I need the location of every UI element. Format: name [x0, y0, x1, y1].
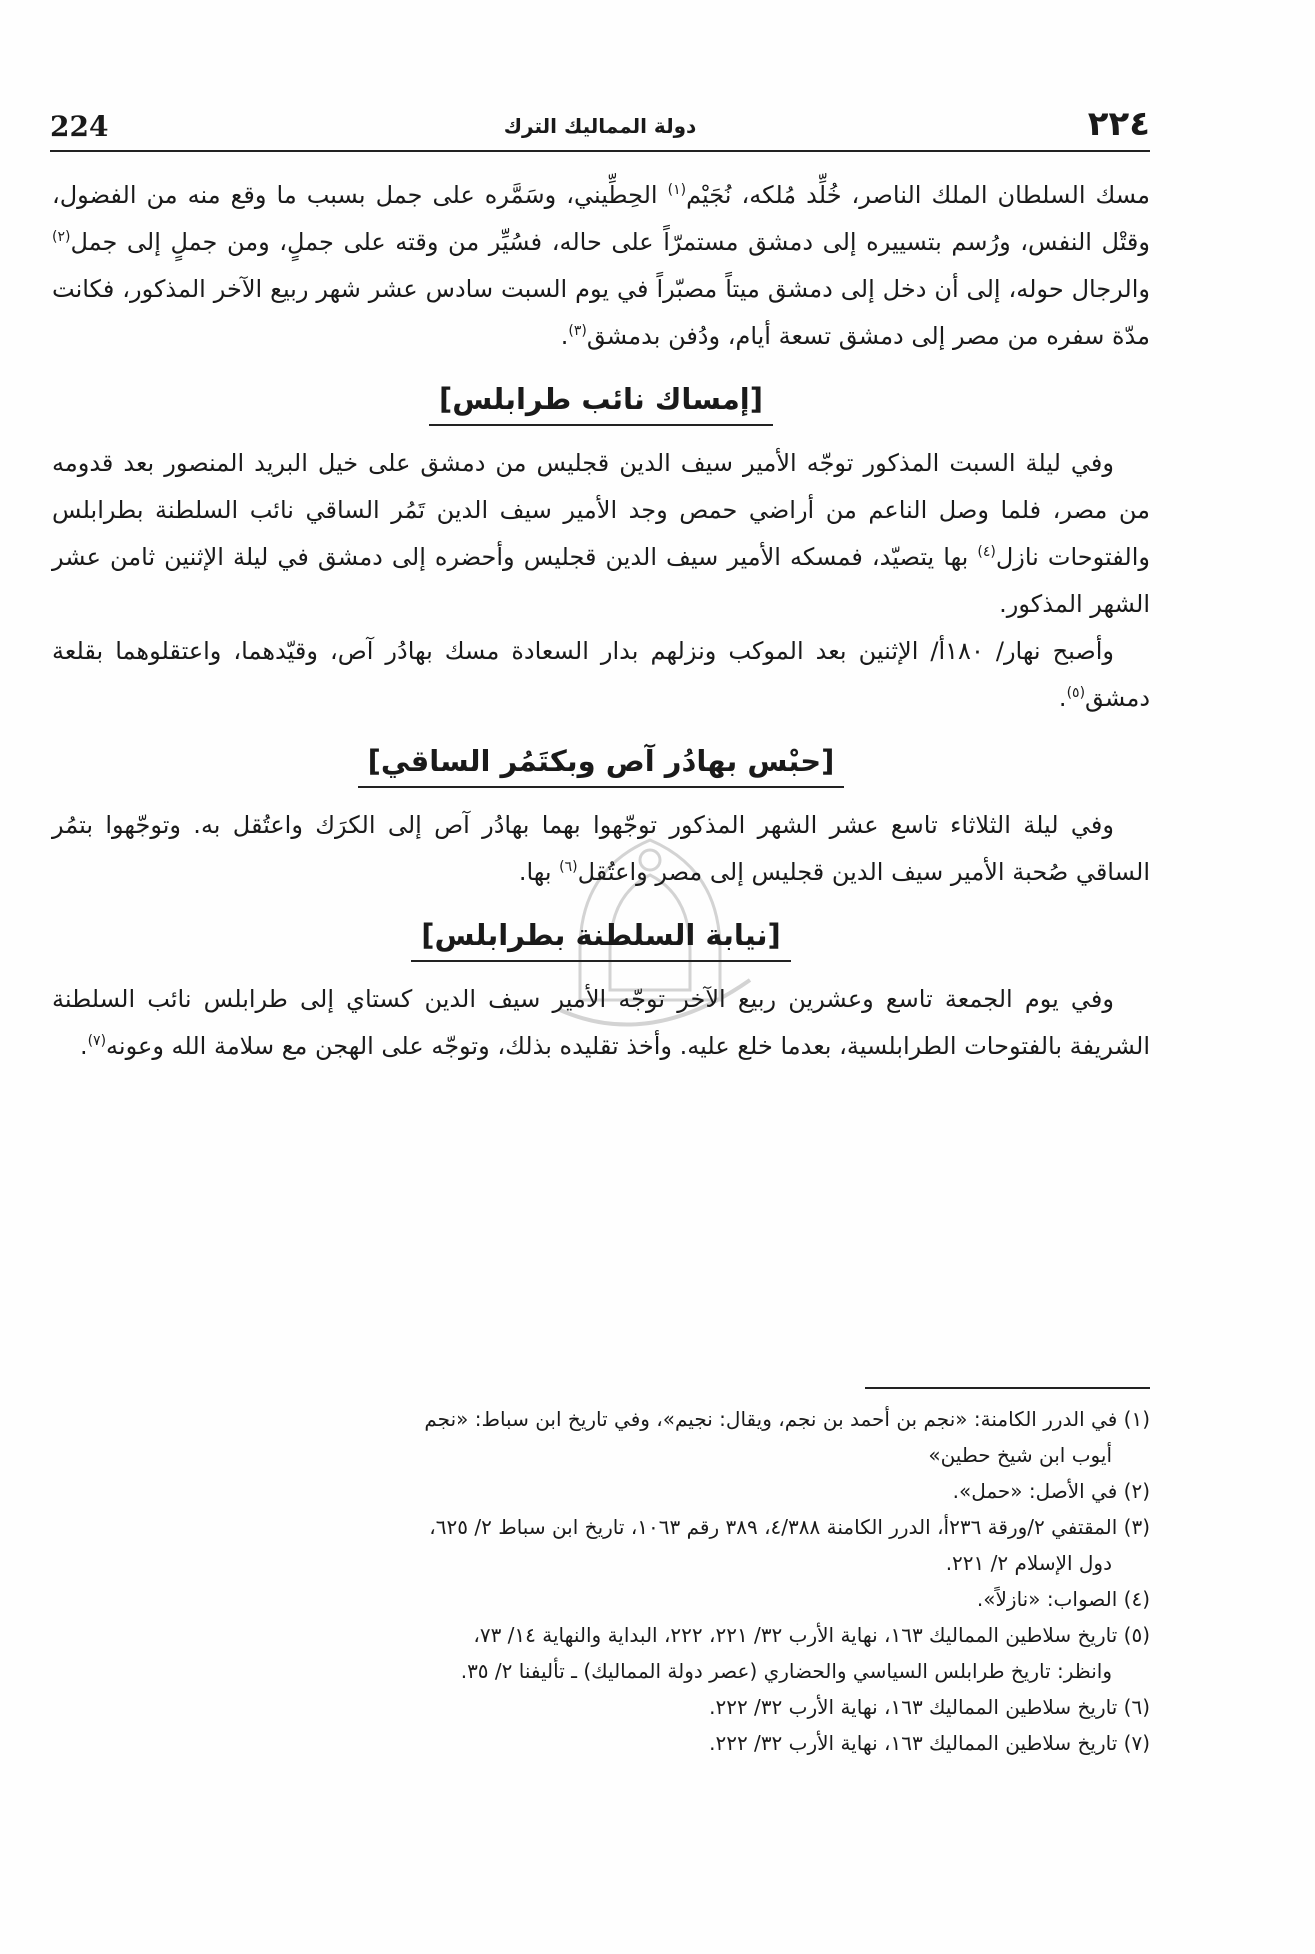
footnote-separator [865, 1387, 1150, 1389]
text-run: وفي يوم الجمعة تاسع وعشرين ربيع الآخر توجّه الأمير سيف الدين كستاي إلى طرابلس نائب السلطنة الشريفة بالفتوحات الطرابلسية، بعدما خلع عليه. وأخذ تقليده بذلك، وتوجّه على الهجن مع سلامة الله وعونه [52, 985, 1150, 1060]
text-run: مسك السلطان الملك الناصر، خُلِّد مُلكه، نُجَيْم [686, 181, 1150, 209]
heading-text: [إمساك نائب طرابلس] [429, 374, 773, 426]
text-run: . [560, 322, 569, 350]
paragraph [52, 976, 1150, 1070]
footnote-ref: (٦) [559, 859, 578, 875]
paragraph [52, 628, 1150, 722]
footnote-ref: (٥) [1066, 685, 1086, 701]
footnote: (٥) تاريخ سلاطين المماليك ١٦٣، نهاية الأرب ٣٢/ ٢٢١، ٢٢٢، البداية والنهاية ١٤/ ٧٣، [473, 1623, 1150, 1647]
heading-text: [حبْس بهادُر آص وبكتَمُر الساقي] [358, 736, 845, 788]
footnote-continuation: دول الإسلام ٢/ ٢٢١. [945, 1551, 1112, 1575]
footnote: (١) في الدرر الكامنة: «نجم بن أحمد بن نجم، ويقال: نجيم»، وفي تاريخ ابن سباط: «نجم [424, 1407, 1150, 1431]
section-heading [52, 374, 1150, 426]
footnote-ref: (٣) [568, 323, 587, 339]
footnote: (٧) تاريخ سلاطين المماليك ١٦٣، نهاية الأرب ٣٢/ ٢٢٢. [709, 1731, 1150, 1755]
paragraph [52, 172, 1150, 360]
footnote-ref: (٧) [87, 1033, 107, 1049]
text-run: وفي ليلة الثلاثاء تاسع عشر الشهر المذكور توجّهوا بهما بهادُر آص إلى الكرَك واعتُقل به. وتوجّهوا بتمُر الساقي صُحبة الأمير سيف الدين قجليس إلى مصر واعتُقل [52, 811, 1150, 886]
page-number-latin: 224 [50, 110, 109, 143]
paragraph [52, 440, 1150, 628]
text-run: . [79, 1032, 88, 1060]
text-run: بها. [518, 858, 560, 886]
text-run: . [1058, 684, 1067, 712]
footnote-continuation: أيوب ابن شيخ حطين» [928, 1443, 1112, 1467]
footnote-ref: (٤) [977, 544, 996, 560]
page-number-arabic: ٢٢٤ [1087, 104, 1150, 144]
text-run: بها يتصيّد، فمسكه الأمير سيف الدين قجليس وأحضره إلى دمشق في ليلة الإثنين ثامن عشر الشهر المذكور. [52, 543, 1150, 618]
footnotes [52, 1402, 1150, 1762]
paragraph [52, 802, 1150, 896]
footnote-ref: (٢) [52, 229, 71, 245]
section-heading [52, 910, 1150, 962]
footnote: (٦) تاريخ سلاطين المماليك ١٦٣، نهاية الأرب ٣٢/ ٢٢٢. [709, 1695, 1150, 1719]
running-title: دولة المماليك الترك [503, 114, 697, 138]
footnote-continuation: وانظر: تاريخ طرابلس السياسي والحضاري (عصر دولة المماليك) ـ تأليفنا ٢/ ٣٥. [460, 1659, 1112, 1683]
text-run: والرجال حوله، إلى أن دخل إلى دمشق ميتاً مصبّراً في يوم السبت سادس عشر شهر ربيع الآخر المذكور، فكانت مدّة سفره من مصر إلى دمشق تسعة أيام، ودُفن بدمشق [52, 275, 1150, 350]
text-run: وفي ليلة السبت المذكور توجّه الأمير سيف الدين قجليس من دمشق على خيل البريد المنصور بعد قدومه من مصر، فلما وصل الناعم من أراضي حمص وجد الأمير سيف الدين تَمُر الساقي نائب السلطنة بطرابلس والفتوحات نازل [52, 449, 1150, 571]
heading-text: [نيابة السلطنة بطرابلس] [411, 910, 790, 962]
main-text [52, 172, 1150, 1070]
section-heading [52, 736, 1150, 788]
page-header [50, 100, 1150, 152]
footnote: (٣) المقتفي ٢/ورقة ٢٣٦أ، الدرر الكامنة ٤/٣٨٨، ٣٨٩ رقم ١٠٦٣، تاريخ ابن سباط ٢/ ٦٢٥، [429, 1515, 1150, 1539]
footnote: (٤) الصواب: «نازلاً». [976, 1587, 1150, 1611]
text-run: وأصبح نهار/ ١٨٠أ/ الإثنين بعد الموكب ونزلهم بدار السعادة مسك بهادُر آص، وقيّدهما، واعتقلوهما بقلعة دمشق [52, 637, 1150, 712]
footnote-ref: (١) [667, 182, 687, 198]
footnote: (٢) في الأصل: «حمل». [952, 1479, 1150, 1503]
text-run: الحِطِّيني، وسَمَّره على جمل بسبب ما وقع منه من الفضول، وقتْل النفس، ورُسم بتسييره إلى دمشق مستمرّاً على حاله، فسُيِّر من وقته على جملٍ، ومن جملٍ إلى جمل [52, 181, 1150, 256]
